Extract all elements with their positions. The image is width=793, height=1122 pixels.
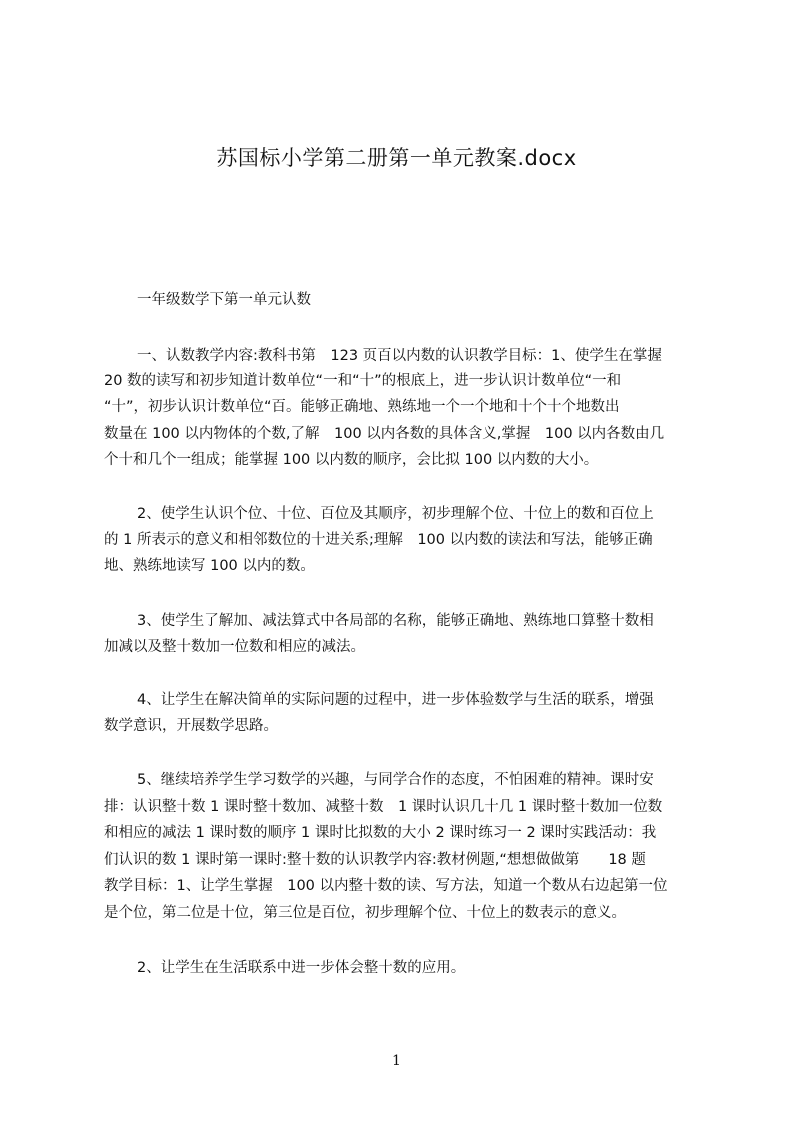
paragraph-line: 们认识的数 1 课时第一课时:整十数的认识教学内容:教材例题,“想想做做第 18 题 xyxy=(104,852,646,868)
paragraph-line: 的 1 所表示的意义和相邻数位的十进关系;理解 100 以内数的读法和写法，能够正确 xyxy=(104,532,653,548)
paragraph-line: 5、继续培养学生学习数学的兴趣，与同学合作的态度，不怕困难的精神。课时安 xyxy=(137,772,654,788)
paragraph-line: 3、使学生了解加、减法算式中各局部的名称，能够正确地、熟练地口算整十数相 xyxy=(137,613,654,629)
paragraph-line: 加减以及整十数加一位数和相应的减法。 xyxy=(104,639,365,655)
paragraph-line: 是个位，第二位是十位，第三位是百位，初步理解个位、十位上的数表示的意义。 xyxy=(104,905,626,921)
paragraph-line: 数量在 100 以内物体的个数,了解 100 以内各数的具体含义,掌握 100 以内各数由几 xyxy=(104,426,665,442)
document-title: 苏国标小学第二册第一单元教案.docx xyxy=(216,146,577,170)
paragraph-line: 排：认识整十数 1 课时整十数加、减整十数 1 课时认识几十几 1 课时整十数加一位数 xyxy=(104,799,663,815)
paragraph-line: 4、让学生在解决简单的实际问题的过程中，进一步体验数学与生活的联系，增强 xyxy=(137,692,654,708)
page-number: 1 xyxy=(392,1053,401,1069)
paragraph-line: 一、认数教学内容:教科书第 123 页百以内数的认识教学目标：1、使学生在掌握 xyxy=(137,348,662,364)
section-heading: 一年级数学下第一单元认数 xyxy=(137,292,311,308)
paragraph-line: 和相应的减法 1 课时数的顺序 1 课时比拟数的大小 2 课时练习一 2 课时实践活动：我 xyxy=(104,825,657,841)
paragraph-line: 个十和几个一组成；能掌握 100 以内数的顺序，会比拟 100 以内数的大小。 xyxy=(104,452,599,468)
paragraph-line: “十”，初步认识计数单位“百。能够正确地、熟练地一个一个地和十个十个地数出 xyxy=(104,399,620,415)
paragraph-line: 2、让学生在生活联系中进一步体会整十数的应用。 xyxy=(137,960,466,976)
paragraph-line: 20 数的读写和初步知道计数单位“一和“十”的根底上，进一步认识计数单位“一和 xyxy=(104,373,622,389)
paragraph-line: 教学目标：1、让学生掌握 100 以内整十数的读、写方法，知道一个数从右边起第一位 xyxy=(104,878,668,894)
paragraph-line: 2、使学生认识个位、十位、百位及其顺序，初步理解个位、十位上的数和百位上 xyxy=(137,506,654,522)
paragraph-line: 地、熟练地读写 100 以内的数。 xyxy=(104,558,315,574)
paragraph-line: 数学意识，开展数学思路。 xyxy=(104,718,278,734)
